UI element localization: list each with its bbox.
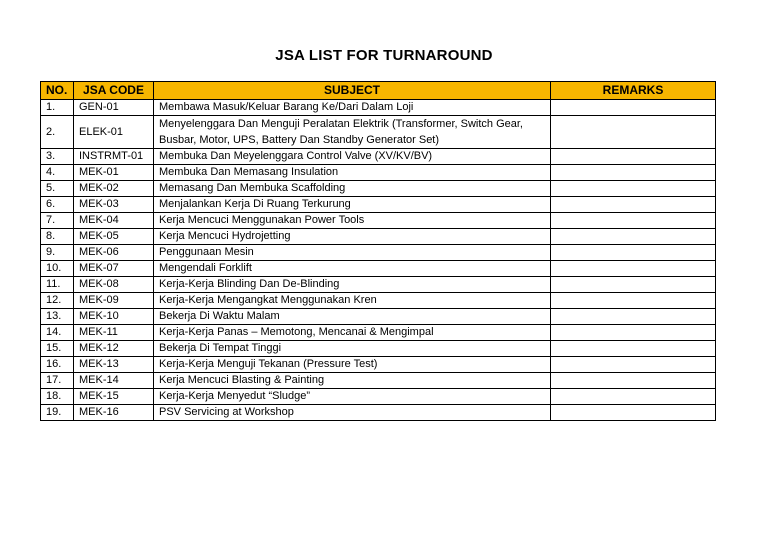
table-row [41,181,716,197]
table-row [41,149,716,165]
table-row [41,261,716,277]
remarks-cell [551,229,716,245]
remarks-cell [551,165,716,181]
column-header-jsa-code: JSA CODE [74,82,154,100]
column-header-subject: SUBJECT [154,82,551,100]
jsa-code-cell: MEK-10 [74,309,154,325]
remarks-cell [551,293,716,309]
remarks-cell [551,341,716,357]
jsa-code-cell: MEK-01 [74,165,154,181]
row-number-cell: 1. [41,100,74,116]
table-row [41,293,716,309]
remarks-cell [551,389,716,405]
jsa-code-cell: ELEK-01 [74,116,154,149]
row-number-cell: 18. [41,389,74,405]
table-row [41,405,716,421]
column-header-no: NO. [41,82,74,100]
jsa-table [40,81,716,421]
table-row [41,116,716,149]
row-number-cell: 13. [41,309,74,325]
jsa-code-cell: MEK-16 [74,405,154,421]
row-number-cell: 8. [41,229,74,245]
table-row [41,325,716,341]
row-number-cell: 16. [41,357,74,373]
remarks-cell [551,100,716,116]
row-number-cell: 17. [41,373,74,389]
row-number-cell: 10. [41,261,74,277]
column-header-remarks: REMARKS [551,82,716,100]
subject-cell: Kerja-Kerja Panas – Memotong, Mencanai & Mengimpal [154,325,551,341]
jsa-code-cell: MEK-04 [74,213,154,229]
table-row [41,357,716,373]
subject-cell: Penggunaan Mesin [154,245,551,261]
table-row [41,100,716,116]
remarks-cell [551,181,716,197]
row-number-cell: 12. [41,293,74,309]
jsa-code-cell: MEK-06 [74,245,154,261]
remarks-cell [551,245,716,261]
remarks-cell [551,357,716,373]
row-number-cell: 2. [41,116,74,149]
subject-cell: Membawa Masuk/Keluar Barang Ke/Dari Dalam Loji [154,100,551,116]
row-number-cell: 7. [41,213,74,229]
jsa-code-cell: MEK-11 [74,325,154,341]
subject-cell: Menyelenggara Dan Menguji Peralatan Elektrik (Transformer, Switch Gear, Busbar, Motor, UPS, Battery Dan Standby Generator Set) [154,116,551,149]
jsa-code-cell: MEK-09 [74,293,154,309]
remarks-cell [551,213,716,229]
subject-cell: Kerja-Kerja Menyedut “Sludge” [154,389,551,405]
table-row [41,165,716,181]
document-title: JSA LIST FOR TURNAROUND [275,47,493,64]
remarks-cell [551,405,716,421]
jsa-code-cell: MEK-02 [74,181,154,197]
subject-cell: Memasang Dan Membuka Scaffolding [154,181,551,197]
subject-cell: Kerja Mencuci Hydrojetting [154,229,551,245]
table-row [41,309,716,325]
remarks-cell [551,261,716,277]
jsa-code-cell: MEK-03 [74,197,154,213]
jsa-code-cell: MEK-07 [74,261,154,277]
remarks-cell [551,277,716,293]
subject-cell: Membuka Dan Meyelenggara Control Valve (XV/KV/BV) [154,149,551,165]
row-number-cell: 14. [41,325,74,341]
jsa-code-cell: GEN-01 [74,100,154,116]
table-row [41,277,716,293]
row-number-cell: 4. [41,165,74,181]
row-number-cell: 3. [41,149,74,165]
table-body [41,100,716,421]
subject-cell: Kerja Mencuci Blasting & Painting [154,373,551,389]
remarks-cell [551,325,716,341]
subject-cell: PSV Servicing at Workshop [154,405,551,421]
table-row [41,245,716,261]
subject-cell: Menjalankan Kerja Di Ruang Terkurung [154,197,551,213]
table-row [41,341,716,357]
jsa-code-cell: MEK-15 [74,389,154,405]
row-number-cell: 6. [41,197,74,213]
row-number-cell: 15. [41,341,74,357]
jsa-code-cell: MEK-12 [74,341,154,357]
remarks-cell [551,309,716,325]
remarks-cell [551,373,716,389]
subject-cell: Bekerja Di Tempat Tinggi [154,341,551,357]
row-number-cell: 19. [41,405,74,421]
subject-cell: Kerja-Kerja Blinding Dan De-Blinding [154,277,551,293]
jsa-code-cell: MEK-13 [74,357,154,373]
subject-cell: Kerja-Kerja Mengangkat Menggunakan Kren [154,293,551,309]
table-row [41,389,716,405]
row-number-cell: 11. [41,277,74,293]
table-header-row [41,82,716,100]
table-row [41,213,716,229]
row-number-cell: 5. [41,181,74,197]
subject-cell: Kerja Mencuci Menggunakan Power Tools [154,213,551,229]
subject-cell: Bekerja Di Waktu Malam [154,309,551,325]
remarks-cell [551,116,716,149]
jsa-code-cell: MEK-05 [74,229,154,245]
jsa-code-cell: MEK-14 [74,373,154,389]
jsa-code-cell: MEK-08 [74,277,154,293]
remarks-cell [551,197,716,213]
subject-cell: Mengendali Forklift [154,261,551,277]
table-row [41,373,716,389]
table-row [41,197,716,213]
row-number-cell: 9. [41,245,74,261]
table-row [41,229,716,245]
subject-cell: Membuka Dan Memasang Insulation [154,165,551,181]
remarks-cell [551,149,716,165]
jsa-code-cell: INSTRMT-01 [74,149,154,165]
subject-cell: Kerja-Kerja Menguji Tekanan (Pressure Test) [154,357,551,373]
